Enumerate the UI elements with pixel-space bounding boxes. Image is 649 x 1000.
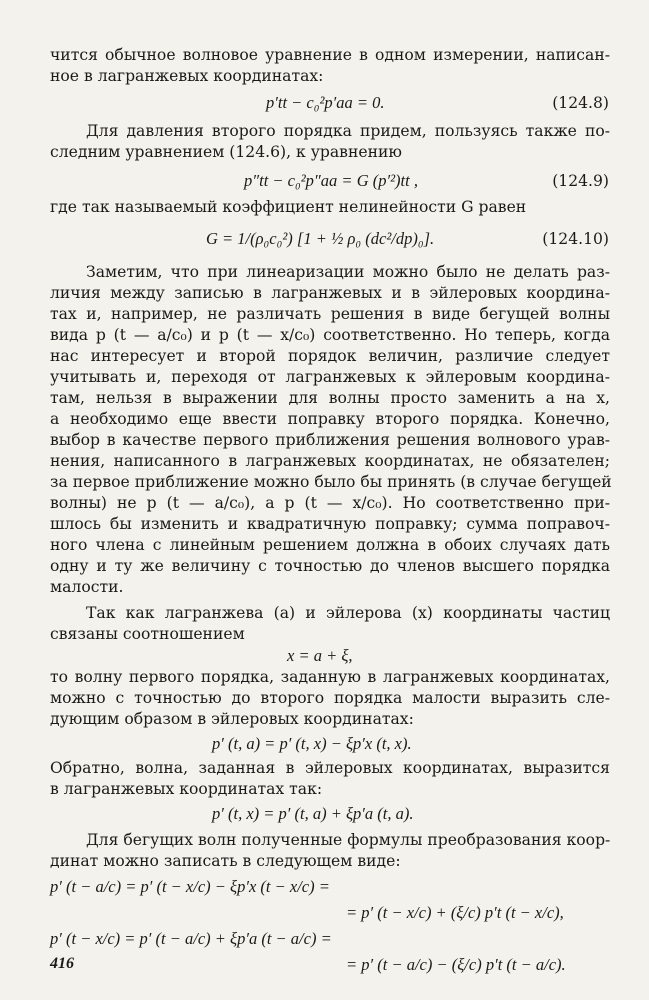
equation-124-10: G = 1/(ρ₀c₀²) [1 + ½ ρ₀ (dc²/dp)₀].	[206, 229, 435, 248]
text-line: динат можно записать в следующем виде:	[50, 852, 401, 870]
text-line: нас интересует и второй порядок величин, различие следует	[50, 347, 610, 365]
text-line: тах и, например, не различать решения в виде бегущей волны	[50, 305, 610, 323]
text-line: дующим образом в эйлеровых координатах:	[50, 710, 414, 728]
equation-travelling-2b: = p′ (t − a/c) − (ξ/c) p′t (t − a/c).	[346, 955, 566, 974]
text-line: Для бегущих волн полученные формулы преобразования коор-	[86, 831, 611, 849]
text-line: можно с точностью до второго порядка малости выразить сле-	[50, 689, 610, 707]
text-line: одну и ту же величину с точностью до членов высшего порядка	[50, 557, 610, 575]
text-line: ного члена с линейным решением должна в обоих случаях дать	[50, 536, 610, 554]
equation-124-8: p′tt − c₀²p′aa = 0.	[266, 93, 385, 112]
equation-travelling-1b: = p′ (t − x/c) + (ξ/c) p′t (t − x/c),	[346, 903, 564, 922]
equation-wave-lagrange: p′ (t, x) = p′ (t, a) + ξp′a (t, a).	[212, 804, 414, 823]
equation-wave-euler: p′ (t, a) = p′ (t, x) − ξp′x (t, x).	[212, 734, 412, 753]
text-line: то волну первого порядка, заданную в лагранжевых координатах,	[50, 668, 610, 686]
text-line: нения, написанного в лагранжевых координатах, не обязателен;	[50, 452, 610, 470]
text-line: Заметим, что при линеаризации можно было не делать раз-	[86, 263, 610, 281]
text-line: за первое приближение можно было бы принять (в случае бегущей	[50, 473, 612, 491]
text-line: в лагранжевых координатах так:	[50, 780, 323, 798]
equation-coordinates: x = a + ξ,	[287, 646, 353, 665]
text-line: выбор в качестве первого приближения решения волнового урав-	[50, 431, 610, 449]
text-line: чится обычное волновое уравнение в одном измерении, написан-	[50, 46, 610, 64]
equation-travelling-1a: p′ (t − a/c) = p′ (t − x/c) − ξp′x (t − x/c) =	[50, 877, 330, 896]
page-number: 416	[50, 955, 74, 972]
text-line: следним уравнением (124.6), к уравнению	[50, 143, 402, 161]
equation-travelling-2a: p′ (t − x/c) = p′ (t − a/c) + ξp′a (t − a/c) =	[50, 929, 332, 948]
equation-number: (124.10)	[542, 230, 609, 248]
text-line: вида p (t — a/c₀) и p (t — x/c₀) соответственно. Но теперь, когда	[50, 326, 610, 344]
text-line: где так называемый коэффициент нелинейности G равен	[50, 198, 527, 216]
text-line: волны) не p (t — a/c₀), а p (t — x/c₀). Но соответственно при-	[50, 494, 610, 512]
text-line: там, нельзя в выражении для волны просто заменить a на x,	[50, 389, 610, 407]
equation-number: (124.8)	[552, 94, 609, 112]
text-line: личия между записью в лагранжевых и в эйлеровых координа-	[50, 284, 610, 302]
equation-124-9: p″tt − c₀²p″aa = G (p′²)tt ,	[244, 171, 418, 190]
text-line: а необходимо еще ввести поправку второго порядка. Конечно,	[50, 410, 610, 428]
text-line: ное в лагранжевых координатах:	[50, 67, 324, 85]
text-line: Так как лагранжева (a) и эйлерова (x) координаты частиц	[86, 604, 610, 622]
text-line: учитывать и, переходя от лагранжевых к эйлеровым координа-	[50, 368, 610, 386]
text-line: Обратно, волна, заданная в эйлеровых координатах, выразится	[50, 759, 610, 777]
text-line: шлось бы изменить и квадратичную поправку; сумма поправоч-	[50, 515, 610, 533]
text-line: малости.	[50, 578, 124, 596]
text-line: связаны соотношением	[50, 625, 245, 643]
text-line: Для давления второго порядка придем, пользуясь также по-	[86, 122, 610, 140]
equation-number: (124.9)	[552, 172, 609, 190]
